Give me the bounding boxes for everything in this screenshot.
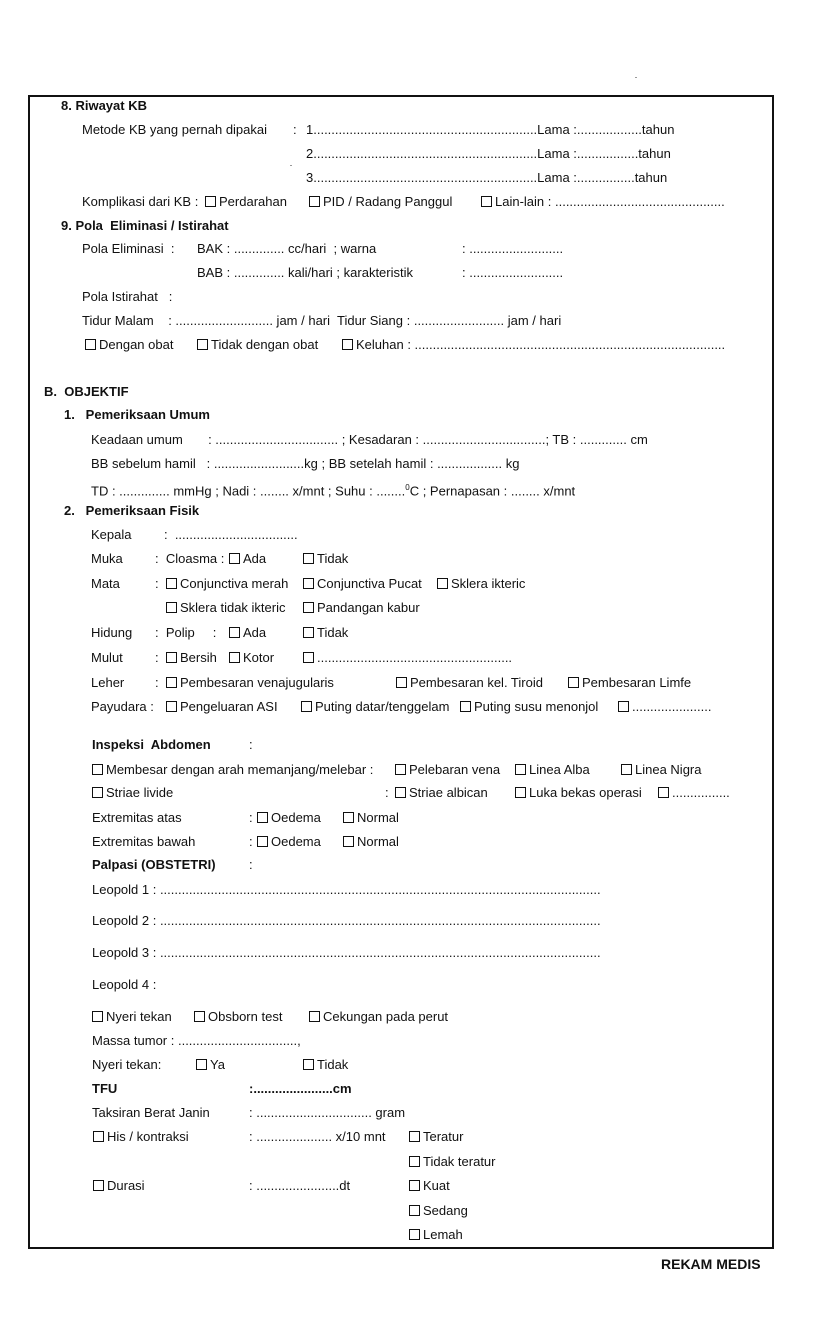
ext-bawah-normal[interactable]: Normal — [343, 834, 399, 849]
checkbox-icon[interactable] — [437, 578, 448, 589]
checkbox-icon[interactable] — [409, 1131, 420, 1142]
section-8-title: 8. Riwayat KB — [61, 98, 147, 113]
checkbox-icon[interactable] — [303, 553, 314, 564]
payudara-puting-datar[interactable]: Puting datar/tenggelam — [301, 699, 449, 714]
metode-row-1[interactable]: 1..............................................................Lama :..................tahun — [306, 122, 675, 137]
footer-rekam-medis: REKAM MEDIS — [661, 1256, 761, 1272]
checkbox-icon[interactable] — [342, 339, 353, 350]
payudara-puting-menonjol[interactable]: Puting susu menonjol — [460, 699, 598, 714]
checkbox-icon[interactable] — [481, 196, 492, 207]
nyeri-tekan-tidak[interactable]: Tidak — [303, 1057, 348, 1072]
mata-label: Mata — [91, 576, 120, 591]
komplikasi-label: Komplikasi dari KB : — [82, 194, 199, 209]
opt-keluhan[interactable]: Keluhan : ...................................................................................... — [342, 337, 725, 352]
mata-colon: : — [155, 576, 159, 591]
bab-field[interactable]: BAB : .............. kali/hari ; karakteristik — [197, 265, 414, 280]
checkbox-icon[interactable] — [194, 1011, 205, 1022]
leopold-3[interactable]: Leopold 3 : .......................................................................................................................... — [92, 945, 601, 960]
opt-nyeri-tekan[interactable]: Nyeri tekan — [92, 1009, 172, 1024]
mata-conjunctiva-pucat[interactable]: Conjunctiva Pucat — [303, 576, 422, 591]
checkbox-icon[interactable] — [92, 1011, 103, 1022]
scan-speck — [290, 165, 292, 166]
checkbox-icon[interactable] — [229, 553, 240, 564]
ext-atas-colon: : — [249, 810, 253, 825]
inspeksi-linea-alba[interactable]: Linea Alba — [515, 762, 590, 777]
checkbox-icon[interactable] — [166, 701, 177, 712]
pola-istirahat-label: Pola Istirahat : — [82, 289, 173, 304]
td-row[interactable]: TD : .............. mmHg ; Nadi : ........ x/mnt ; Suhu : ........$^0$C ; Pernapasan : ........ x/mnt — [91, 483, 576, 499]
muka-tidak[interactable]: Tidak — [303, 551, 348, 566]
mata-sklera-ikteric[interactable]: Sklera ikteric — [437, 576, 525, 591]
mata-conjunctiva-merah[interactable]: Conjunctiva merah — [166, 576, 288, 591]
muka-ada[interactable]: Ada — [229, 551, 266, 566]
leher-venajugularis[interactable]: Pembesaran venajugularis — [166, 675, 334, 690]
checkbox-icon[interactable] — [515, 764, 526, 775]
checkbox-icon[interactable] — [166, 677, 177, 688]
payudara-lainnya[interactable]: ...................... — [618, 699, 711, 714]
checkbox-icon[interactable] — [229, 627, 240, 638]
pemeriksaan-umum-title: 1. Pemeriksaan Umum — [64, 407, 210, 422]
checkbox-icon[interactable] — [409, 1156, 420, 1167]
checkbox-icon[interactable] — [303, 627, 314, 638]
bak-field[interactable]: BAK : .............. cc/hari ; warna — [197, 241, 377, 256]
checkbox-icon[interactable] — [303, 578, 314, 589]
checkbox-icon[interactable] — [460, 701, 471, 712]
bak-value[interactable]: : .......................... — [462, 241, 564, 256]
checkbox-icon[interactable] — [93, 1180, 104, 1191]
leher-colon: : — [155, 675, 159, 690]
opt-cekungan[interactable]: Cekungan pada perut — [309, 1009, 448, 1024]
leopold-2[interactable]: Leopold 2 : .......................................................................................................................... — [92, 913, 601, 928]
checkbox-icon[interactable] — [409, 1180, 420, 1191]
nyeri-tekan-label: Nyeri tekan: — [92, 1057, 162, 1072]
taksiran-value[interactable]: : ................................ gram — [249, 1105, 406, 1120]
scan-speck — [635, 77, 637, 78]
bab-value[interactable]: : .......................... — [462, 265, 564, 280]
his-tidak-teratur[interactable]: Tidak teratur — [409, 1154, 496, 1169]
checkbox-icon[interactable] — [92, 787, 103, 798]
opt-tidak-dengan-obat[interactable]: Tidak dengan obat — [197, 337, 318, 352]
inspeksi-striae-albican[interactable]: Striae albican — [395, 785, 488, 800]
keadaan-row[interactable]: Keadaan umum : .................................. ; Kesadaran : ..................................; TB : ............. cm — [91, 432, 648, 447]
durasi[interactable]: Durasi — [93, 1178, 145, 1193]
checkbox-icon[interactable] — [166, 578, 177, 589]
durasi-kuat[interactable]: Kuat — [409, 1178, 450, 1193]
checkbox-icon[interactable] — [197, 339, 208, 350]
his-value[interactable]: : ..................... x/10 mnt — [249, 1129, 386, 1144]
leher-tiroid[interactable]: Pembesaran kel. Tiroid — [396, 675, 543, 690]
metode-row-2[interactable]: 2..............................................................Lama :.................tahun — [306, 146, 671, 161]
kepala-row[interactable]: Kepala : .................................. — [91, 527, 298, 542]
pemeriksaan-fisik-title: 2. Pemeriksaan Fisik — [64, 503, 200, 518]
checkbox-icon[interactable] — [309, 1011, 320, 1022]
checkbox-icon[interactable] — [409, 1205, 420, 1216]
pola-eliminasi-label: Pola Eliminasi : — [82, 241, 175, 256]
hidung-tidak[interactable]: Tidak — [303, 625, 348, 640]
checkbox-icon[interactable] — [205, 196, 216, 207]
checkbox-icon[interactable] — [515, 787, 526, 798]
ext-bawah-oedema[interactable]: Oedema — [257, 834, 321, 849]
checkbox-icon[interactable] — [257, 836, 268, 847]
payudara-label: Payudara : — [91, 699, 154, 714]
leher-limfe[interactable]: Pembesaran Limfe — [568, 675, 691, 690]
checkbox-icon[interactable] — [85, 339, 96, 350]
leopold-1[interactable]: Leopold 1 : .......................................................................................................................... — [92, 882, 601, 897]
muka-label: Muka — [91, 551, 123, 566]
checkbox-icon[interactable] — [309, 196, 320, 207]
tfu-value[interactable]: :......................cm — [249, 1081, 352, 1096]
mulut-colon: : — [155, 650, 159, 665]
opt-perdarahan[interactable]: Perdarahan — [205, 194, 287, 209]
checkbox-icon[interactable] — [396, 677, 407, 688]
inspeksi-colon: : — [249, 737, 253, 752]
opt-lain-lain[interactable]: Lain-lain : ............................................... — [481, 194, 725, 209]
checkbox-icon[interactable] — [343, 812, 354, 823]
mulut-bersih[interactable]: Bersih — [166, 650, 217, 665]
metode-colon: : — [293, 122, 297, 137]
checkbox-icon[interactable] — [303, 602, 314, 613]
ext-bawah-colon: : — [249, 834, 253, 849]
opt-obsborn-test[interactable]: Obsborn test — [194, 1009, 282, 1024]
section-9-title: 9. Pola Eliminasi / Istirahat — [61, 218, 229, 233]
muka-cloasma: : Cloasma : — [155, 551, 225, 566]
nyeri-tekan-ya[interactable]: Ya — [196, 1057, 225, 1072]
durasi-lemah[interactable]: Lemah — [409, 1227, 463, 1242]
inspeksi-pelebaran-vena[interactable]: Pelebaran vena — [395, 762, 500, 777]
inspeksi-membesar[interactable]: Membesar dengan arah memanjang/melebar : — [92, 762, 373, 777]
payudara-asi[interactable]: Pengeluaran ASI — [166, 699, 278, 714]
inspeksi-title: Inspeksi Abdomen — [92, 737, 211, 752]
checkbox-icon[interactable] — [166, 652, 177, 663]
mulut-label: Mulut — [91, 650, 123, 665]
inspeksi-lainnya[interactable]: ................ — [658, 785, 730, 800]
checkbox-icon[interactable] — [568, 677, 579, 688]
leher-label: Leher — [91, 675, 125, 690]
hidung-polip: : Polip : — [155, 625, 217, 640]
his-teratur[interactable]: Teratur — [409, 1129, 463, 1144]
leopold-4[interactable]: Leopold 4 : — [92, 977, 157, 992]
opt-pid[interactable]: PID / Radang Panggul — [309, 194, 452, 209]
checkbox-icon[interactable] — [303, 1059, 314, 1070]
checkbox-icon[interactable] — [92, 764, 103, 775]
opt-dengan-obat[interactable]: Dengan obat — [85, 337, 173, 352]
ext-bawah-label: Extremitas bawah — [92, 834, 196, 849]
mata-pandangan-kabur[interactable]: Pandangan kabur — [303, 600, 420, 615]
bb-row[interactable]: BB sebelum hamil : .........................kg ; BB setelah hamil : .................. kg — [91, 456, 520, 471]
mulut-kotor[interactable]: Kotor — [229, 650, 274, 665]
checkbox-icon[interactable] — [93, 1131, 104, 1142]
tfu-label: TFU — [92, 1081, 118, 1096]
checkbox-icon[interactable] — [166, 602, 177, 613]
mulut-lainnya[interactable]: ...................................................... — [303, 650, 512, 665]
inspeksi-striae-livide[interactable]: Striae livide — [92, 785, 173, 800]
metode-row-3[interactable]: 3..............................................................Lama :................tahun — [306, 170, 668, 185]
checkbox-icon[interactable] — [229, 652, 240, 663]
checkbox-icon[interactable] — [395, 764, 406, 775]
palpasi-title: Palpasi (OBSTETRI) — [92, 857, 216, 872]
checkbox-icon[interactable] — [621, 764, 632, 775]
checkbox-icon[interactable] — [303, 652, 314, 663]
checkbox-icon[interactable] — [618, 701, 629, 712]
checkbox-icon[interactable] — [301, 701, 312, 712]
hidung-label: Hidung — [91, 625, 133, 640]
durasi-value[interactable]: : .......................dt — [249, 1178, 351, 1193]
section-b-title: B. OBJEKTIF — [44, 384, 129, 399]
checkbox-icon[interactable] — [343, 836, 354, 847]
checkbox-icon[interactable] — [658, 787, 669, 798]
hidung-ada[interactable]: Ada — [229, 625, 266, 640]
checkbox-icon[interactable] — [257, 812, 268, 823]
ext-atas-normal[interactable]: Normal — [343, 810, 399, 825]
inspeksi-colon-2: : — [385, 785, 389, 800]
metode-label: Metode KB yang pernah dipakai — [82, 122, 268, 137]
durasi-sedang[interactable]: Sedang — [409, 1203, 468, 1218]
taksiran-label: Taksiran Berat Janin — [92, 1105, 210, 1120]
tidur-row[interactable]: Tidur Malam : ........................... jam / hari Tidur Siang : ......................... jam / hari — [82, 313, 562, 328]
inspeksi-linea-nigra[interactable]: Linea Nigra — [621, 762, 702, 777]
inspeksi-luka-operasi[interactable]: Luka bekas operasi — [515, 785, 642, 800]
palpasi-colon: : — [249, 857, 253, 872]
mata-sklera-tidak-ikteric[interactable]: Sklera tidak ikteric — [166, 600, 285, 615]
checkbox-icon[interactable] — [196, 1059, 207, 1070]
ext-atas-label: Extremitas atas — [92, 810, 182, 825]
checkbox-icon[interactable] — [409, 1229, 420, 1240]
massa-tumor-row[interactable]: Massa tumor : ................................., — [92, 1033, 301, 1048]
ext-atas-oedema[interactable]: Oedema — [257, 810, 321, 825]
checkbox-icon[interactable] — [395, 787, 406, 798]
his-kontraksi[interactable]: His / kontraksi — [93, 1129, 189, 1144]
